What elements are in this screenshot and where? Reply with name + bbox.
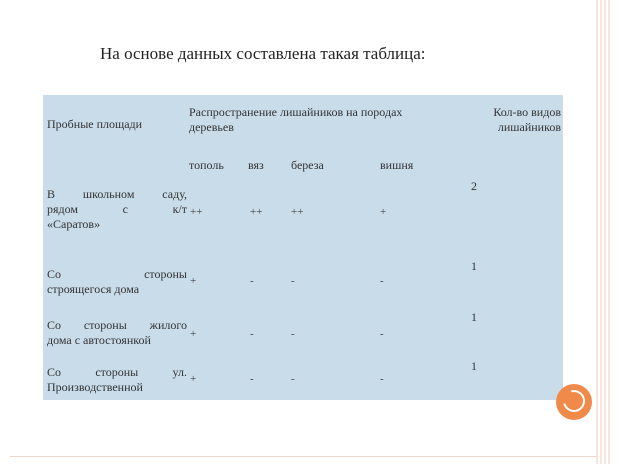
- row-4-area-line2: Производственной: [47, 380, 143, 394]
- header-count: [473, 105, 561, 135]
- row-3-mark-elm: -: [250, 328, 254, 340]
- row-4-mark-birch: -: [291, 373, 295, 385]
- row-2-area: [47, 267, 187, 297]
- row-2-area-line1: Со стороны: [47, 267, 187, 281]
- row-1-mark-cherry: +: [380, 206, 387, 218]
- header-distribution-line2: деревьев: [189, 120, 234, 134]
- row-4-area-line1: Со стороны ул.: [47, 365, 187, 379]
- decorative-stripe: [596, 0, 610, 464]
- species-cherry: вишня: [380, 158, 414, 172]
- row-3-area-line2: дома с автостоянкой: [47, 333, 151, 347]
- row-4-area: [47, 365, 187, 395]
- slide-title: На основе данных составлена такая таблица:: [100, 44, 426, 63]
- header-areas: Пробные площади: [47, 117, 143, 131]
- header-count-line2: лишайников: [497, 120, 561, 134]
- row-1-count: 2: [471, 179, 477, 193]
- row-3-mark-poplar: +: [190, 328, 197, 340]
- row-1-area-line3: «Саратов»: [47, 217, 101, 231]
- row-3-count: 1: [471, 310, 477, 324]
- header-distribution-line1: Распространение лишайников на породах: [189, 105, 403, 119]
- row-4-count: 1: [471, 359, 477, 373]
- lichen-table: [43, 95, 563, 400]
- row-4-mark-elm: -: [250, 373, 254, 385]
- row-2-mark-poplar: +: [190, 275, 197, 287]
- row-1-mark-elm: ++: [250, 206, 263, 218]
- row-3-area: [47, 318, 187, 348]
- row-2-area-line2: строящегося дома: [47, 282, 140, 296]
- species-poplar: тополь: [189, 158, 224, 172]
- row-4-mark-cherry: -: [380, 373, 384, 385]
- row-1-area-line1: В школьном саду,: [47, 187, 187, 201]
- row-3-area-line1: Со стороны жилого: [47, 318, 187, 332]
- species-birch: береза: [291, 158, 324, 172]
- row-1-mark-birch: ++: [291, 206, 304, 218]
- header-distribution: [189, 105, 402, 135]
- row-2-count: 1: [471, 259, 477, 273]
- row-1-area-line2: рядом с к/т: [47, 202, 187, 216]
- row-3-mark-cherry: -: [380, 328, 384, 340]
- header-count-line1: Кол-во видов: [493, 105, 561, 119]
- row-2-mark-birch: -: [291, 275, 295, 287]
- row-2-mark-elm: -: [250, 275, 254, 287]
- row-1-area: [47, 187, 187, 232]
- row-1-mark-poplar: ++: [190, 206, 203, 218]
- row-4-mark-poplar: +: [190, 373, 197, 385]
- row-2-mark-cherry: -: [380, 275, 384, 287]
- species-elm: вяз: [248, 158, 264, 172]
- row-3-mark-birch: -: [291, 328, 295, 340]
